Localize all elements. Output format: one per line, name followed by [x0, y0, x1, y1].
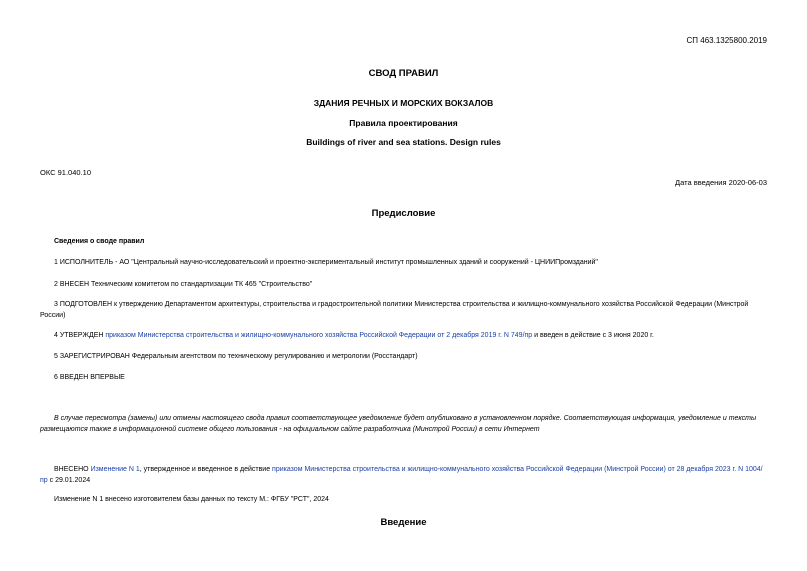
approval-order-link[interactable]: приказом Министерства строительства и жилищно-коммунального хозяйства Российской Федерации от 2 декабря 2019 г. N 749/пр: [105, 332, 533, 339]
item4-suffix: и введен в действие с 3 июня 2020 г.: [532, 332, 654, 339]
info-heading: Сведения о своде правил: [54, 238, 145, 245]
foreword-item-2: 2 ВНЕСЕН Техническим комитетом по стандартизации ТК 465 "Строительство": [54, 281, 313, 288]
change-record: [40, 465, 770, 486]
foreword-heading: Предисловие: [371, 208, 436, 219]
foreword-item-3: 3 ПОДГОТОВЛЕН к утверждению Департаментом архитектуры, строительства и градостроительной политики Министерства строительства и жилищно-коммунального хозяйства Российской Федерации (Минстрой России): [40, 301, 749, 319]
change-order-link[interactable]: приказом Министерства строительства и жилищно-коммунального хозяйства Российской Федерации (Минстрой России) от 28 декабря 2023 г. N 1004/пр: [40, 466, 763, 484]
doc-english-title: Buildings of river and sea stations. Design rules: [306, 137, 501, 147]
foreword-item-1: 1 ИСПОЛНИТЕЛЬ - АО "Центральный научно-исследовательский и проектно-экспериментальный институт промышленных зданий и сооружений - ЦНИИПромзданий": [54, 259, 598, 266]
doc-subtitle: Правила проектирования: [349, 118, 458, 128]
change-prefix: ВНЕСЕНО: [54, 466, 91, 473]
change-note: Изменение N 1 внесено изготовителем базы данных по тексту М.: ФГБУ "РСТ", 2024: [54, 496, 329, 503]
oks-code: ОКС 91.040.10: [40, 168, 91, 177]
doc-type-title: СВОД ПРАВИЛ: [368, 68, 439, 79]
change-mid: , утвержденное и введенное в действие: [139, 466, 273, 473]
change-suffix: с 29.01.2024: [47, 476, 91, 484]
foreword-item-6: 6 ВВЕДЕН ВПЕРВЫЕ: [54, 374, 125, 381]
intro-date: Дата введения 2020-06-03: [675, 178, 767, 187]
item4-prefix: 4 УТВЕРЖДЕН: [54, 332, 106, 339]
change-1-link[interactable]: Изменение N 1: [90, 466, 140, 473]
introduction-heading: Введение: [380, 517, 427, 528]
doc-name-title: ЗДАНИЯ РЕЧНЫХ И МОРСКИХ ВОКЗАЛОВ: [313, 98, 494, 108]
document-code: СП 463.1325800.2019: [686, 36, 767, 45]
foreword-item-5: 5 ЗАРЕГИСТРИРОВАН Федеральным агентством по техническому регулированию и метрологии (Росстандарт): [54, 353, 418, 360]
foreword-item-4: [54, 332, 654, 339]
revision-notice: В случае пересмотра (замены) или отмены настоящего свода правил соответствующее уведомление будет опубликовано в установленном порядке. Соответствующая информация, уведомление и тексты размещаются также в информационной системе общего пользования - на официальном сайте разработчика (Минстрой России) в сети Интернет: [40, 415, 757, 433]
